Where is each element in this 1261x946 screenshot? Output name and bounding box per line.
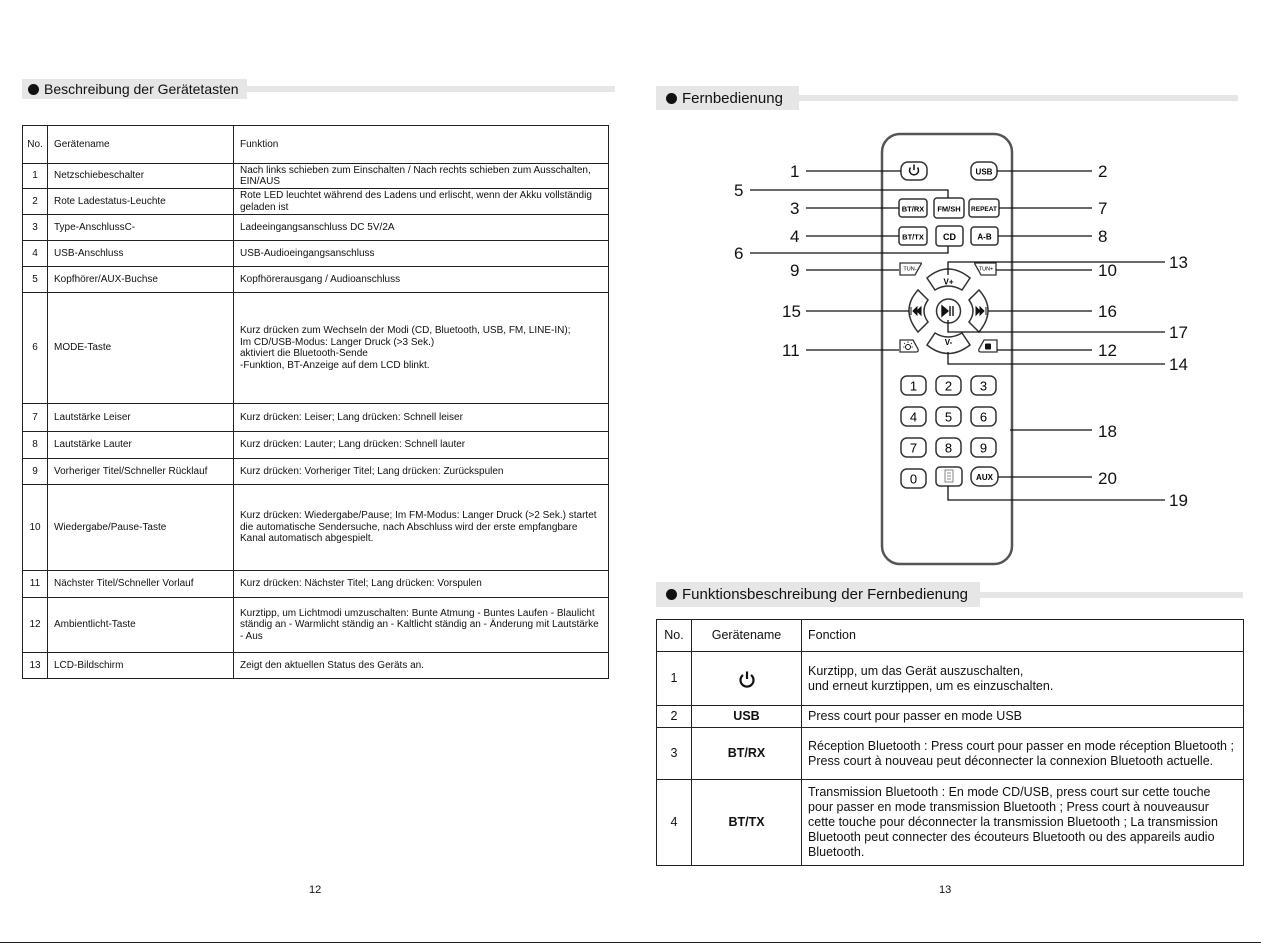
header-function: Fonction [802, 620, 1244, 652]
row-no: 8 [23, 432, 48, 459]
callout-20: 20 [1098, 469, 1117, 488]
remote-mode-button[interactable] [936, 467, 962, 486]
header-rule [980, 592, 1243, 598]
row-no: 1 [23, 164, 48, 189]
row-function: Kurztipp, um das Gerät auszuschalten, und erneut kurztippen, um es einzuschalten. [802, 652, 1244, 706]
row-no: 5 [23, 267, 48, 293]
remote-fm-sh-button[interactable] [934, 198, 964, 218]
row-no: 1 [657, 652, 692, 706]
table-row [657, 706, 1244, 728]
header-name: Gerätename [692, 620, 802, 652]
callout-1: 1 [790, 162, 800, 181]
row-no: 9 [23, 459, 48, 485]
table-row [657, 780, 1244, 866]
power-icon [737, 669, 757, 689]
row-no: 11 [23, 571, 48, 598]
remote-function-section-header [656, 582, 1243, 607]
remote-aux-label: AUX [976, 473, 993, 482]
callout-7: 7 [1098, 199, 1108, 218]
callout-2: 2 [1098, 162, 1108, 181]
header-no: No. [657, 620, 692, 652]
remote-digit-label: 5 [944, 409, 953, 425]
table-header-row [657, 620, 1244, 652]
row-function: Zeigt den aktuellen Status des Geräts an. [234, 653, 609, 679]
row-function: Kurz drücken zum Wechseln der Modi (CD, Bluetooth, USB, FM, LINE-IN); Im CD/USB-Modus: Langer Druck (>3 Sek.) aktiviert die Bluetooth-Sende -Funktion, BT-Anzeige auf dem LCD blinkt. [234, 293, 609, 404]
remote-bt-rx-label: BT/RX [901, 204, 925, 214]
callout-4: 4 [790, 227, 800, 246]
remote-aux-button[interactable] [971, 467, 998, 486]
row-no: 4 [657, 780, 692, 866]
remote-digit-button-3[interactable] [971, 376, 996, 395]
remote-digit-label: 9 [979, 440, 988, 456]
row-name: Lautstärke Leiser [48, 404, 234, 432]
callout-18: 18 [1098, 422, 1117, 441]
table-row [657, 652, 1244, 706]
remote-digit-button-4[interactable] [901, 407, 926, 426]
left-section-title: Beschreibung der Gerätetasten [44, 81, 239, 97]
remote-digit-label: 3 [979, 378, 988, 394]
row-name: Vorheriger Titel/Schneller Rücklauf [48, 459, 234, 485]
remote-repeat-label: REPEAT [971, 206, 997, 213]
row-name: Wiedergabe/Pause-Taste [48, 485, 234, 571]
row-name: Lautstärke Lauter [48, 432, 234, 459]
row-function: Kurztipp, um Lichtmodi umzuschalten: Bunte Atmung - Buntes Laufen - Blaulicht ständig an - Warmlicht ständig an - Kaltlicht ständig an - Änderung mit Lautstärke - Aus [234, 598, 609, 653]
row-no: 12 [23, 598, 48, 653]
remote-power-button[interactable] [901, 162, 927, 180]
row-function: Rote LED leuchtet während des Ladens und erlischt, wenn der Akku vollständig geladen ist [234, 189, 609, 215]
remote-functions-table [656, 619, 1244, 866]
row-no: 2 [657, 706, 692, 728]
row-name: Type-AnschlussC- [48, 215, 234, 241]
remote-digit-label: 4 [909, 409, 918, 425]
header-function: Funktion [234, 126, 609, 164]
row-name: Ambientlicht-Taste [48, 598, 234, 653]
row-name: BT/RX [692, 728, 802, 780]
remote-digit-label: 6 [979, 409, 988, 425]
row-function: Kurz drücken: Lauter; Lang drücken: Schnell lauter [234, 432, 609, 459]
row-no: 10 [23, 485, 48, 571]
remote-usb-label: USB [975, 167, 993, 177]
remote-ab-label: A-B [977, 232, 992, 242]
row-no: 3 [23, 215, 48, 241]
remote-function-section-title: Funktionsbeschreibung der Fernbedienung [682, 586, 969, 603]
row-no: 2 [23, 189, 48, 215]
remote-digit-button-8[interactable] [936, 438, 961, 457]
remote-cd-label: CD [943, 232, 956, 242]
header-no: No. [23, 126, 48, 164]
callout-17: 17 [1169, 323, 1188, 342]
callout-5: 5 [734, 181, 744, 200]
callout-10: 10 [1098, 261, 1117, 280]
remote-digit-button-2[interactable] [936, 376, 961, 395]
row-function: Kurz drücken: Nächster Titel; Lang drücken: Vorspulen [234, 571, 609, 598]
row-name: Rote Ladestatus-Leuchte [48, 189, 234, 215]
row-function: Ladeeingangsanschluss DC 5V/2A [234, 215, 609, 241]
callout-14: 14 [1169, 355, 1188, 374]
remote-bt-tx-label: BT/TX [902, 232, 924, 242]
remote-digit-label: 7 [909, 440, 918, 456]
bullet-icon [666, 589, 677, 600]
row-name: BT/TX [692, 780, 802, 866]
row-name: Nächster Titel/Schneller Vorlauf [48, 571, 234, 598]
row-function: USB-Audioeingangsanschluss [234, 241, 609, 267]
remote-digit-button-9[interactable] [971, 438, 996, 457]
table-row [657, 728, 1244, 780]
row-name: USB-Anschluss [48, 241, 234, 267]
page-number-right: 13 [939, 884, 952, 896]
remote-digit-label: 0 [909, 471, 918, 487]
callout-13: 13 [1169, 253, 1188, 272]
row-function: Nach links schieben zum Einschalten / Nach rechts schieben zum Ausschalten, EIN/AUS [234, 164, 609, 189]
page-number-left: 12 [309, 884, 322, 896]
remote-usb-button[interactable] [971, 162, 997, 180]
remote-digit-button-6[interactable] [971, 407, 996, 426]
header-name: Gerätename [48, 126, 234, 164]
remote-digit-button-7[interactable] [901, 438, 926, 457]
callout-11: 11 [782, 341, 800, 360]
callout-16: 16 [1098, 302, 1117, 321]
callout-19: 19 [1169, 491, 1188, 510]
page-bottom-rule [0, 942, 1261, 943]
row-no: 7 [23, 404, 48, 432]
row-no: 6 [23, 293, 48, 404]
row-function: Press court pour passer en mode USB [802, 706, 1244, 728]
row-no: 13 [23, 653, 48, 679]
row-name [692, 652, 802, 706]
callout-8: 8 [1098, 227, 1108, 246]
row-name: Netzschiebeschalter [48, 164, 234, 189]
remote-bt-rx-button[interactable] [899, 199, 927, 217]
row-name: MODE-Taste [48, 293, 234, 404]
remote-digit-button-1[interactable] [901, 376, 926, 395]
remote-cd-button[interactable] [936, 226, 963, 246]
remote-digit-label: 8 [944, 440, 953, 456]
callout-9: 9 [790, 261, 800, 280]
row-name: Kopfhörer/AUX-Buchse [48, 267, 234, 293]
callout-12: 12 [1098, 341, 1117, 360]
callout-15: 15 [782, 302, 801, 321]
row-function: Kopfhörerausgang / Audioanschluss [234, 267, 609, 293]
callout-3: 3 [790, 199, 800, 218]
remote-fm-sh-label: FM/SH [937, 204, 961, 214]
remote-digit-button-5[interactable] [936, 407, 961, 426]
remote-tun-minus-label: TUN- [903, 266, 917, 273]
row-function: Kurz drücken: Leiser; Lang drücken: Schnell leiser [234, 404, 609, 432]
row-function: Kurz drücken: Wiedergabe/Pause; Im FM-Modus: Langer Druck (>2 Sek.) startet die automatische Sendersuche, nach Abschluss wird der erste empfangbare Kanal automatisch abgespielt. [234, 485, 609, 571]
remote-section-title: Fernbedienung [682, 89, 783, 107]
stop-icon [985, 344, 991, 350]
row-name: LCD-Bildschirm [48, 653, 234, 679]
row-no: 3 [657, 728, 692, 780]
remote-vol-up-label: V+ [943, 277, 954, 287]
remote-digit-label: 1 [909, 378, 918, 394]
callout-6: 6 [734, 244, 744, 263]
row-name: USB [692, 706, 802, 728]
remote-bt-tx-button[interactable] [899, 227, 927, 245]
row-function: Réception Bluetooth : Press court pour passer en mode réception Bluetooth ; Press court à nouveau peut déconnecter la connexion Bluetooth actuelle. [802, 728, 1244, 780]
remote-tun-plus-label: TUN+ [978, 266, 994, 273]
remote-ab-button[interactable] [971, 227, 998, 245]
remote-digit-label: 2 [944, 378, 953, 394]
remote-digit-button-0[interactable] [901, 469, 926, 488]
remote-vol-down-label: V- [944, 338, 953, 347]
row-function: Kurz drücken: Vorheriger Titel; Lang drücken: Zurückspulen [234, 459, 609, 485]
row-function: Transmission Bluetooth : En mode CD/USB, press court sur cette touche pour passer en mode transmission Bluetooth ; Press court à nouveausur cette touche pour déconnecter la transmission Bluetooth ; La transmission Bluetooth peut connecter des écouteurs Bluetooth ou des appareils audio Bluetooth. [802, 780, 1244, 866]
row-no: 4 [23, 241, 48, 267]
remote-repeat-button[interactable] [969, 199, 999, 217]
